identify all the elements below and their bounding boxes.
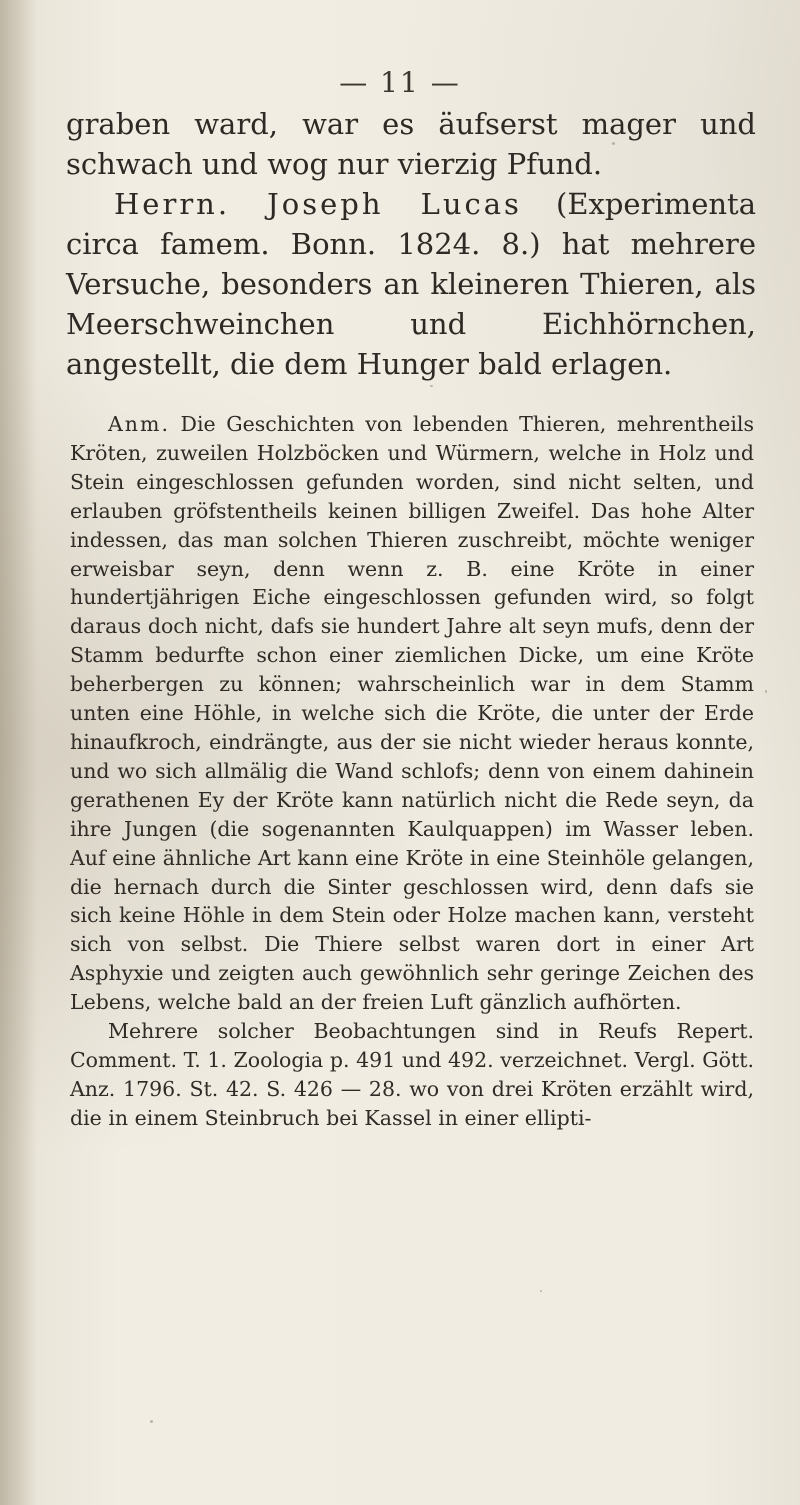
main-paragraph-2 [66, 184, 756, 384]
paper-speck [540, 1290, 542, 1292]
note-label: Anm. [108, 412, 170, 436]
paper-speck [430, 385, 433, 387]
note-paragraph-2: Mehrere solcher Beobachtungen sind in Reufs Repert. Comment. T. 1. Zoologia p. 491 und 492. verzeichnet. Vergl. Gött. Anz. 1796. St. 42. S. 426 — 28. wo von drei Kröten erzählt wird, die in einem Steinbruch bei Kassel in einer ellipti- [70, 1019, 754, 1130]
page-number-header: — 11 — [339, 66, 461, 99]
page-gutter-shadow [0, 0, 36, 1505]
note-paragraph-1 [70, 410, 754, 1017]
main-paragraph-1: graben ward, war es äufserst mager und schwach und wog nur vierzig Pfund. [66, 107, 756, 181]
paper-speck [612, 142, 615, 145]
paper-speck [765, 690, 767, 693]
main-text-block [66, 104, 756, 384]
paper-speck [736, 292, 738, 294]
footnote-block [70, 410, 754, 1133]
note-paragraph-1-text: Die Geschichten von lebenden Thieren, mehrentheils Kröten, zuweilen Holzböcken und Würmern, welche in Holz und Stein eingeschlossen gefunden worden, sind nicht selten, und erlauben gröfstentheils keinen billigen Zweifel. Das hohe Alter indessen, das man solchen Thieren zuschreibt, möchte weniger erweisbar seyn, denn wenn z. B. eine Kröte in einer hundertjährigen Eiche eingeschlossen gefunden wird, so folgt daraus doch nicht, dafs sie hundert Jahre alt seyn mufs, denn der Stamm bedurfte schon einer ziemlichen Dicke, um eine Kröte beherbergen zu können; wahrscheinlich war in dem Stamm unten eine Höhle, in welche sich die Kröte, die unter der Erde hinaufkroch, eindrängte, aus der sie nicht wieder heraus konnte, und wo sich allmälig die Wand schlofs; denn von einem dahinein gerathenen Ey der Kröte kann natürlich nicht die Rede seyn, da ihre Jungen (die sogenannten Kaulquappen) im Wasser leben. Auf eine ähnliche Art kann eine Kröte in eine Steinhöle gelangen, die hernach durch die Sinter geschlossen wird, denn dafs sie sich keine Höhle in dem Stein oder Holze machen kann, versteht sich von selbst. Die Thiere selbst waren dort in einer Art Asphyxie und zeigten auch gewöhnlich sehr geringe Zeichen des Lebens, welche bald an der freien Luft gänzlich aufhörten. [70, 412, 754, 1015]
paper-speck [150, 1420, 153, 1423]
main-paragraph-2-text: (Experimenta circa famem. Bonn. 1824. 8.) hat mehrere Versuche, besonders an kleineren Thieren, als Meerschweinchen und Eichhörnchen, angestellt, die dem Hunger bald erlagen. [66, 187, 756, 381]
cited-author: Herrn. Joseph Lucas [114, 187, 522, 221]
